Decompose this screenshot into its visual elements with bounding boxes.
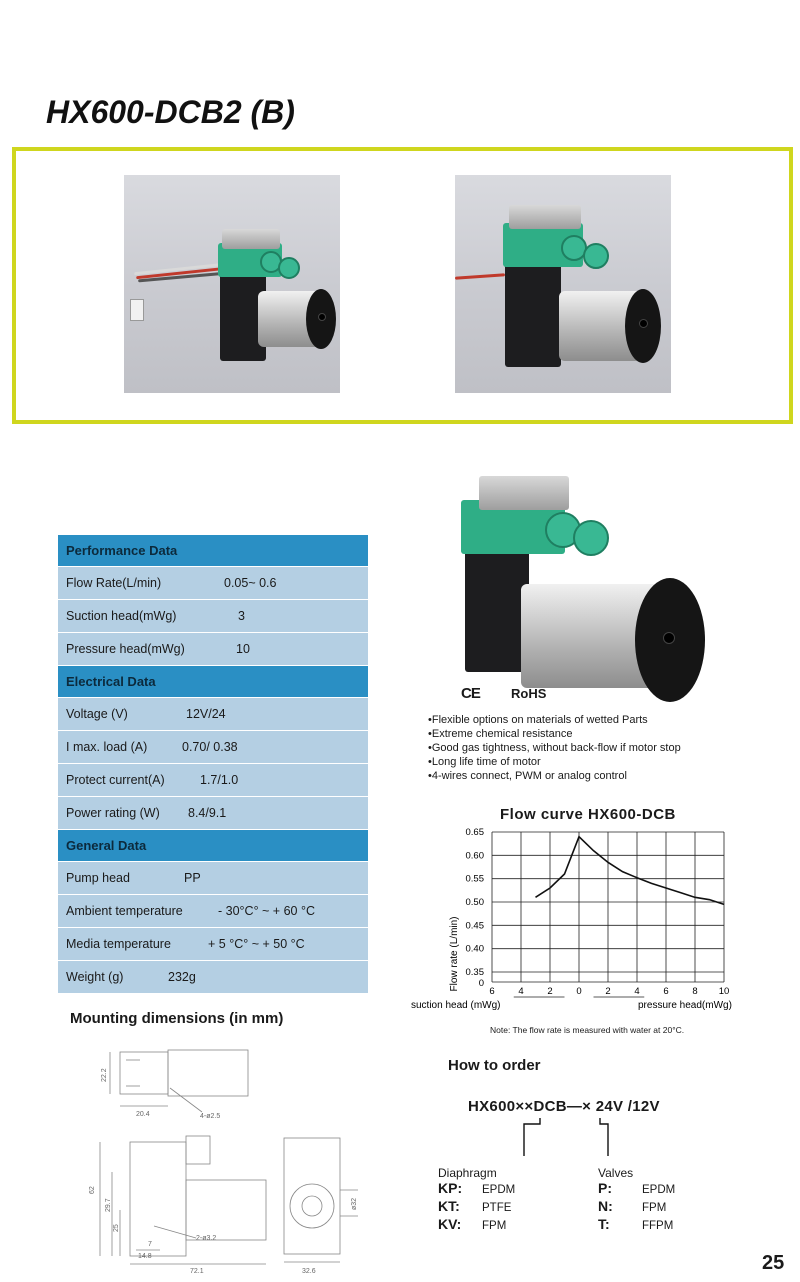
x-tick-label: 0 [576,986,582,997]
dim-label: 32.6 [302,1268,316,1275]
row-value: 3 [238,609,245,623]
product-photo-2 [455,175,671,393]
dim-label: 4-ø2.5 [200,1113,221,1120]
valves-title: Valves [598,1166,634,1180]
x-tick-label: 8 [692,986,698,997]
chart-grid [492,832,724,982]
row-label: Flow Rate(L/min) [66,576,162,590]
dim-label: 20.4 [136,1111,150,1118]
feature-item: • Good gas tightness, without back-flow if motor stop [428,741,681,755]
table-row [58,797,368,830]
table-row [58,928,368,961]
order-code-lines [510,1112,650,1162]
diaphragm-title: Diaphragm [438,1166,497,1180]
wire-icon [455,273,505,279]
series-line [536,837,725,905]
row-label: Protect current(A) [66,773,165,787]
x-tick-label: 2 [547,986,553,997]
drawing-outline [130,1142,186,1256]
feature-item: • Flexible options on materials of wetted Parts [428,713,681,727]
row-value: + 5 °C° ~ + 50 °C [208,937,305,951]
x-axis-ticks [489,986,729,997]
row-value: 1.7/1.0 [200,773,239,787]
chart-title: Flow curve HX600-DCB [500,806,676,823]
x-tick-label: 6 [663,986,669,997]
row-value: PP [184,871,201,885]
dim-label: 72.1 [190,1268,204,1275]
table-row [58,895,368,928]
drawing-outline [186,1180,266,1240]
table-row [58,764,368,797]
x-tick-label: 6 [489,986,495,997]
section-header-electrical: Electrical Data [58,666,368,698]
row-label: Voltage (V) [66,707,128,721]
row-label: Pump head [66,871,130,885]
page-number: 25 [762,1252,785,1274]
x-axis-label-left: suction head (mWg) [411,1000,501,1011]
diaphragm-option: KV: FPM [438,1216,507,1232]
feature-list [428,713,681,783]
y-tick-label: 0.45 [465,920,484,932]
row-label: I max. load (A) [66,740,148,754]
dim-label: 2-ø3.2 [196,1235,217,1242]
row-value: - 30°C° ~ + 60 °C [218,904,315,918]
row-value: 10 [236,642,250,656]
feature-item: • 4-wires connect, PWM or analog control [428,769,681,783]
row-value: 232g [168,970,196,984]
row-label: Power rating (W) [66,806,160,820]
product-photo-1 [124,175,340,393]
row-label: Suction head(mWg) [66,609,177,623]
y-tick-label: 0.40 [465,943,484,955]
section-header-general: General Data [58,830,368,862]
dim-label: 22.2 [101,1068,108,1082]
order-code: HX600××DCB—× 24V /12V [468,1098,660,1115]
diaphragm-option: KP: EPDM [438,1180,516,1196]
row-value: 0.70/ 0.38 [182,740,238,754]
table-row [58,961,368,994]
feature-item: • Extreme chemical resistance [428,727,681,741]
drawing-outline [186,1136,210,1164]
drawing-outline [120,1052,168,1094]
y-tick-label: 0 [478,978,484,989]
row-value: 12V/24 [186,707,226,721]
table-row [58,567,368,600]
mounting-drawing [90,1040,380,1276]
dim-label: 7 [148,1241,152,1248]
drawing-outline [290,1184,334,1228]
row-label: Ambient temperature [66,904,183,918]
dim-label: 14.8 [138,1253,152,1260]
dim-label: 29.7 [105,1198,112,1212]
y-tick-label: 0.65 [465,827,484,838]
y-tick-label: 0.35 [465,967,484,978]
feature-item: • Long life time of motor [428,755,681,769]
diaphragm-option: KT: PTFE [438,1198,512,1214]
valve-option: N: FPM [598,1198,667,1214]
flow-chart [410,822,770,1022]
y-tick-label: 0.50 [465,897,484,908]
x-tick-label: 2 [605,986,611,997]
page-title: HX600-DCB2 (B) [46,94,295,130]
row-label: Weight (g) [66,970,124,984]
valve-option: T: FFPM [598,1216,674,1232]
valve-option: P: EPDM [598,1180,676,1196]
rohs-mark: RoHS [511,686,547,701]
y-axis-ticks [466,827,485,989]
chart-note: Note: The flow rate is measured with water at 20°C. [490,1025,685,1035]
row-value: 8.4/9.1 [188,806,227,820]
connector-icon [130,299,144,321]
x-tick-label: 4 [634,986,640,997]
table-row [58,731,368,764]
row-value: 0.05~ 0.6 [224,576,277,590]
x-axis-label-right: pressure head(mWg) [638,1000,732,1011]
y-tick-label: 0.55 [465,873,484,885]
y-axis-label: Flow rate (L/min) [449,916,460,992]
drawing-outline [168,1050,248,1096]
dim-label: 62 [89,1186,96,1194]
photo-frame [12,147,793,424]
row-label: Media temperature [66,937,171,951]
row-label: Pressure head(mWg) [66,642,185,656]
table-row [58,600,368,633]
x-tick-label: 4 [518,986,524,997]
mounting-title: Mounting dimensions (in mm) [70,1010,284,1027]
section-header-performance: Performance Data [58,535,368,567]
order-title: How to order [448,1057,541,1074]
product-image [425,462,725,702]
ce-mark: CE [461,685,480,702]
table-row [58,862,368,895]
table-row [58,698,368,731]
x-tick-label: 10 [718,986,730,997]
dim-label: ø32 [351,1197,358,1210]
table-row [58,633,368,666]
dim-label: 25 [113,1224,120,1232]
spec-table [58,535,368,994]
y-tick-label: 0.60 [465,850,484,862]
